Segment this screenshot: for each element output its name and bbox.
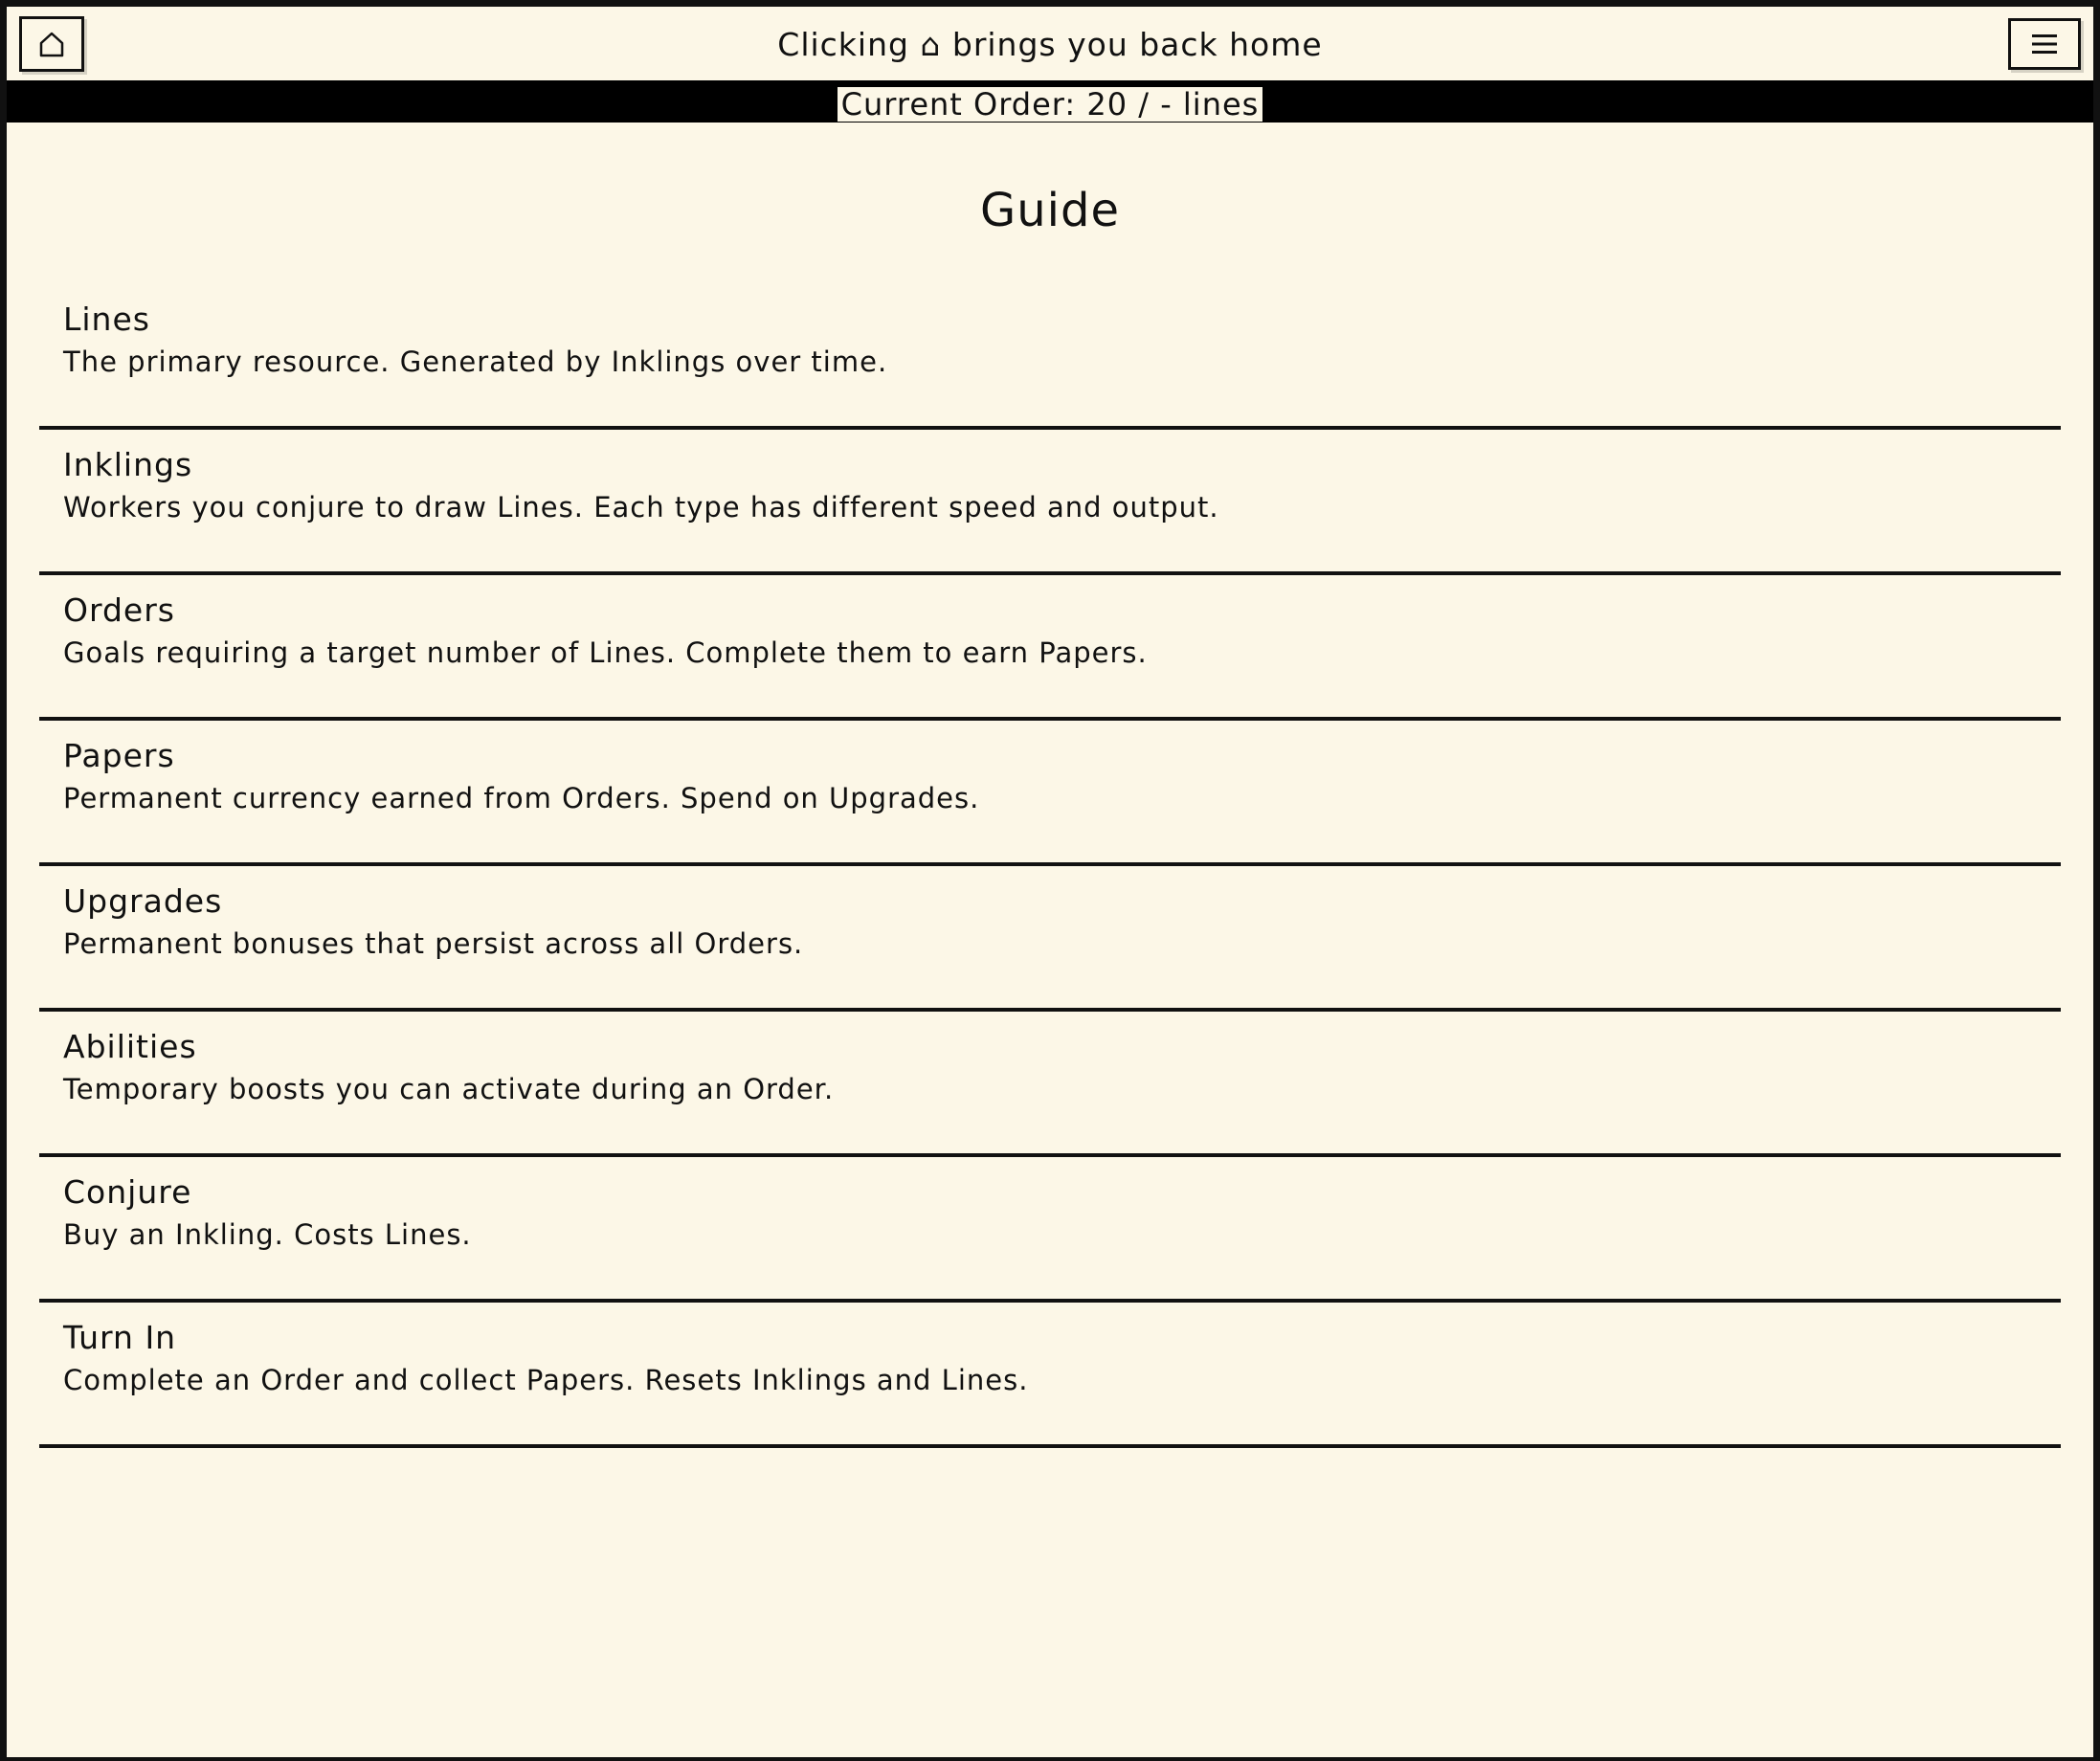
header-title: Clicking ⌂ brings you back home [777,26,1323,63]
entry-term: Papers [63,737,175,774]
guide-entry-lines [39,284,2061,430]
entry-term: Orders [63,591,175,629]
current-order-text: Current Order: 20 / - lines [838,87,1263,122]
entry-term: Abilities [63,1028,197,1065]
top-bar [7,7,2093,80]
entry-description: Buy an Inkling. Costs Lines. [63,1218,472,1251]
guide-entry-turn-in [39,1303,2061,1448]
hamburger-menu-icon [2030,32,2059,56]
entry-description: Workers you conjure to draw Lines. Each type has different speed and output. [63,491,1219,524]
entry-term: Inklings [63,446,193,483]
guide-entry-list [39,284,2061,1448]
entry-description: Permanent currency earned from Orders. Spend on Upgrades. [63,782,980,814]
entry-description: Temporary boosts you can activate during an Order. [63,1073,835,1105]
guide-entry-orders [39,575,2061,721]
current-order-bar [7,80,2093,123]
entry-description: Goals requiring a target number of Lines. Complete them to earn Papers. [63,636,1148,669]
entry-description: Permanent bonuses that persist across all Orders. [63,927,804,960]
entry-term: Upgrades [63,882,223,920]
guide-entry-inklings [39,430,2061,575]
page-title: Guide [980,184,1120,237]
guide-entry-papers [39,721,2061,866]
entry-description: Complete an Order and collect Papers. Resets Inklings and Lines. [63,1364,1029,1396]
entry-description: The primary resource. Generated by Inklings over time. [63,346,888,378]
entry-term: Lines [63,301,150,338]
entry-term: Conjure [63,1173,192,1211]
menu-button[interactable] [2008,18,2081,70]
entry-term: Turn In [63,1319,177,1356]
guide-entry-upgrades [39,866,2061,1012]
guide-entry-conjure [39,1157,2061,1303]
guide-entry-abilities [39,1012,2061,1157]
